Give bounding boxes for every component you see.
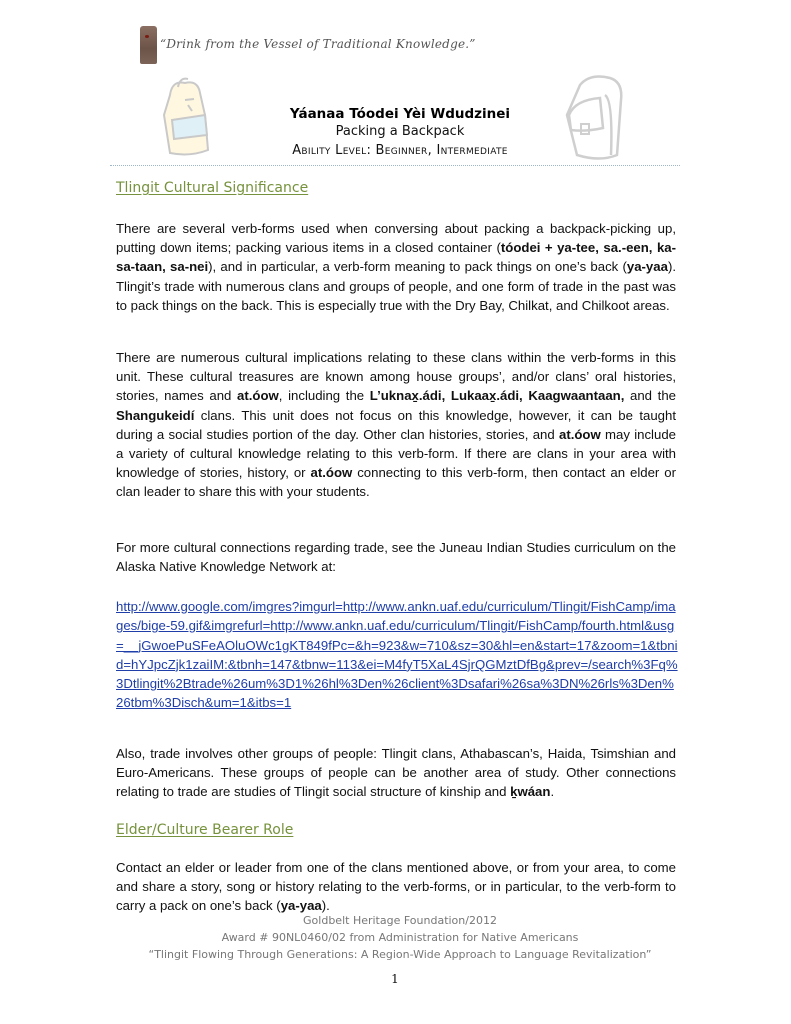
text: ). Tlingit’s trade with numerous clans and groups of people, and one form of trade in the past was to pack things on the back. This is especially true with the Dry Bay, Chilkat, and Chilkoot areas.	[116, 259, 676, 313]
text: Also, trade involves other groups of people: Tlingit clans, Athabascan’s, Haida, Tsimshian and Euro-Americans. These groups of people can be another area of study. Other connections relating to trade are studies of Tlingit social structure of kinship and	[116, 746, 676, 800]
bold-term: at.óow	[237, 388, 279, 404]
paragraph-verb-forms	[116, 219, 676, 315]
vessel-logo-icon	[140, 26, 157, 64]
text: and the	[624, 388, 676, 404]
footer-project: “Tlingit Flowing Through Generations: A Region-Wide Approach to Language Revitalization”	[148, 948, 652, 961]
bold-term: ya-yaa	[626, 259, 668, 275]
paragraph-elder-role	[116, 858, 676, 916]
section-heading-cultural: Tlingit Cultural Significance	[116, 180, 309, 196]
lesson-title-block	[200, 105, 600, 161]
motto: “Drink from the Vessel of Traditional Knowledge.”	[160, 37, 476, 51]
bold-term: at.óow	[558, 426, 601, 442]
text: may include a variety of cultural knowledge relating to this verb-form. If there are clans in your area with knowledge of stories, history, or	[116, 426, 676, 481]
text: clans. This unit does not focus on this knowledge, however, it can be taught during a social studies portion of the day. Other clan histories, stories, and	[116, 407, 676, 442]
ankn-curriculum-link[interactable]: http://www.google.com/imgres?imgurl=http://www.ankn.uaf.edu/curriculum/Tlingit/FishCamp/images/bige-59.gif&imgrefurl=http://www.ankn.uaf.edu/curriculum/Tlingit/FishCamp/fourth.html&usg=__jGwoePuSFeAOluOWc1gKT849fPc=&h=923&w=710&sz=30&hl=en&start=17&zoom=1&tbnid=hYJpcZjk1zaiIM:&tbnh=147&tbnw=113&ei=M4fyT5XaL4SjrQGMztDfBg&prev=/search%3Fq%3Dtlingit%2Btrade%26um%3D1%26hl%3Den%26client%3Dsafari%26sa%3DN%26rls%3Den%26tbm%3Disch&um=1&itbs=1	[116, 599, 678, 711]
footer	[100, 912, 700, 963]
text: .	[550, 784, 555, 800]
bold-term: tóodei + ya-tee, sa.-een, ka-sa-taan, sa-nei	[116, 240, 677, 275]
bold-term: L’uknax̱.ádi, Lukaax̱.ádi, Kaagwaantaan,	[369, 388, 625, 404]
bold-term: ḵwáan	[510, 784, 551, 800]
paragraph-trade-groups	[116, 744, 676, 802]
page-number: 1	[391, 972, 399, 986]
text: There are numerous cultural implications relating to these clans within the verb-forms in this unit. These cultural treasures are known among house groups’, and/or clans’ oral histories, stories, names and	[116, 350, 676, 404]
bold-term: at.óow	[310, 465, 353, 481]
text: , including the	[278, 388, 370, 404]
text: There are several verb-forms used when conversing about packing a backpack-picking up, putting down items; packing various items in a closed container (	[116, 221, 676, 256]
section-heading-elder: Elder/Culture Bearer Role	[116, 822, 294, 838]
text: ).	[321, 898, 330, 914]
bold-term: Shangukeidí	[116, 407, 195, 423]
footer-foundation: Goldbelt Heritage Foundation/2012	[303, 914, 497, 927]
paragraph-more-connections: For more cultural connections regarding trade, see the Juneau Indian Studies curriculum on the Alaska Native Knowledge Network at:	[116, 540, 676, 575]
text: Contact an elder or leader from one of the clans mentioned above, or from your area, to come and share a story, song or history relating to the verb-forms, or in particular, to the verb-form to carry a pack on one’s back (	[116, 860, 676, 914]
header-divider	[110, 165, 680, 166]
title-tlingit: Yáanaa Tóodei Yèi Wdudzinei	[289, 106, 511, 122]
bold-term: ya-yaa	[280, 898, 322, 914]
title-english: Packing a Backpack	[335, 124, 465, 139]
paragraph-cultural-implications	[116, 348, 676, 502]
text: connecting to this verb-form, then contact an elder or clan leader to share this with your students.	[116, 465, 676, 500]
footer-award: Award # 90NL0460/02 from Administration for Native Americans	[221, 931, 579, 944]
ability-level: Ability Level: Beginner, Intermediate	[292, 143, 508, 158]
text: ), and in particular, a verb-form meaning to pack things on one’s back (	[208, 259, 627, 275]
